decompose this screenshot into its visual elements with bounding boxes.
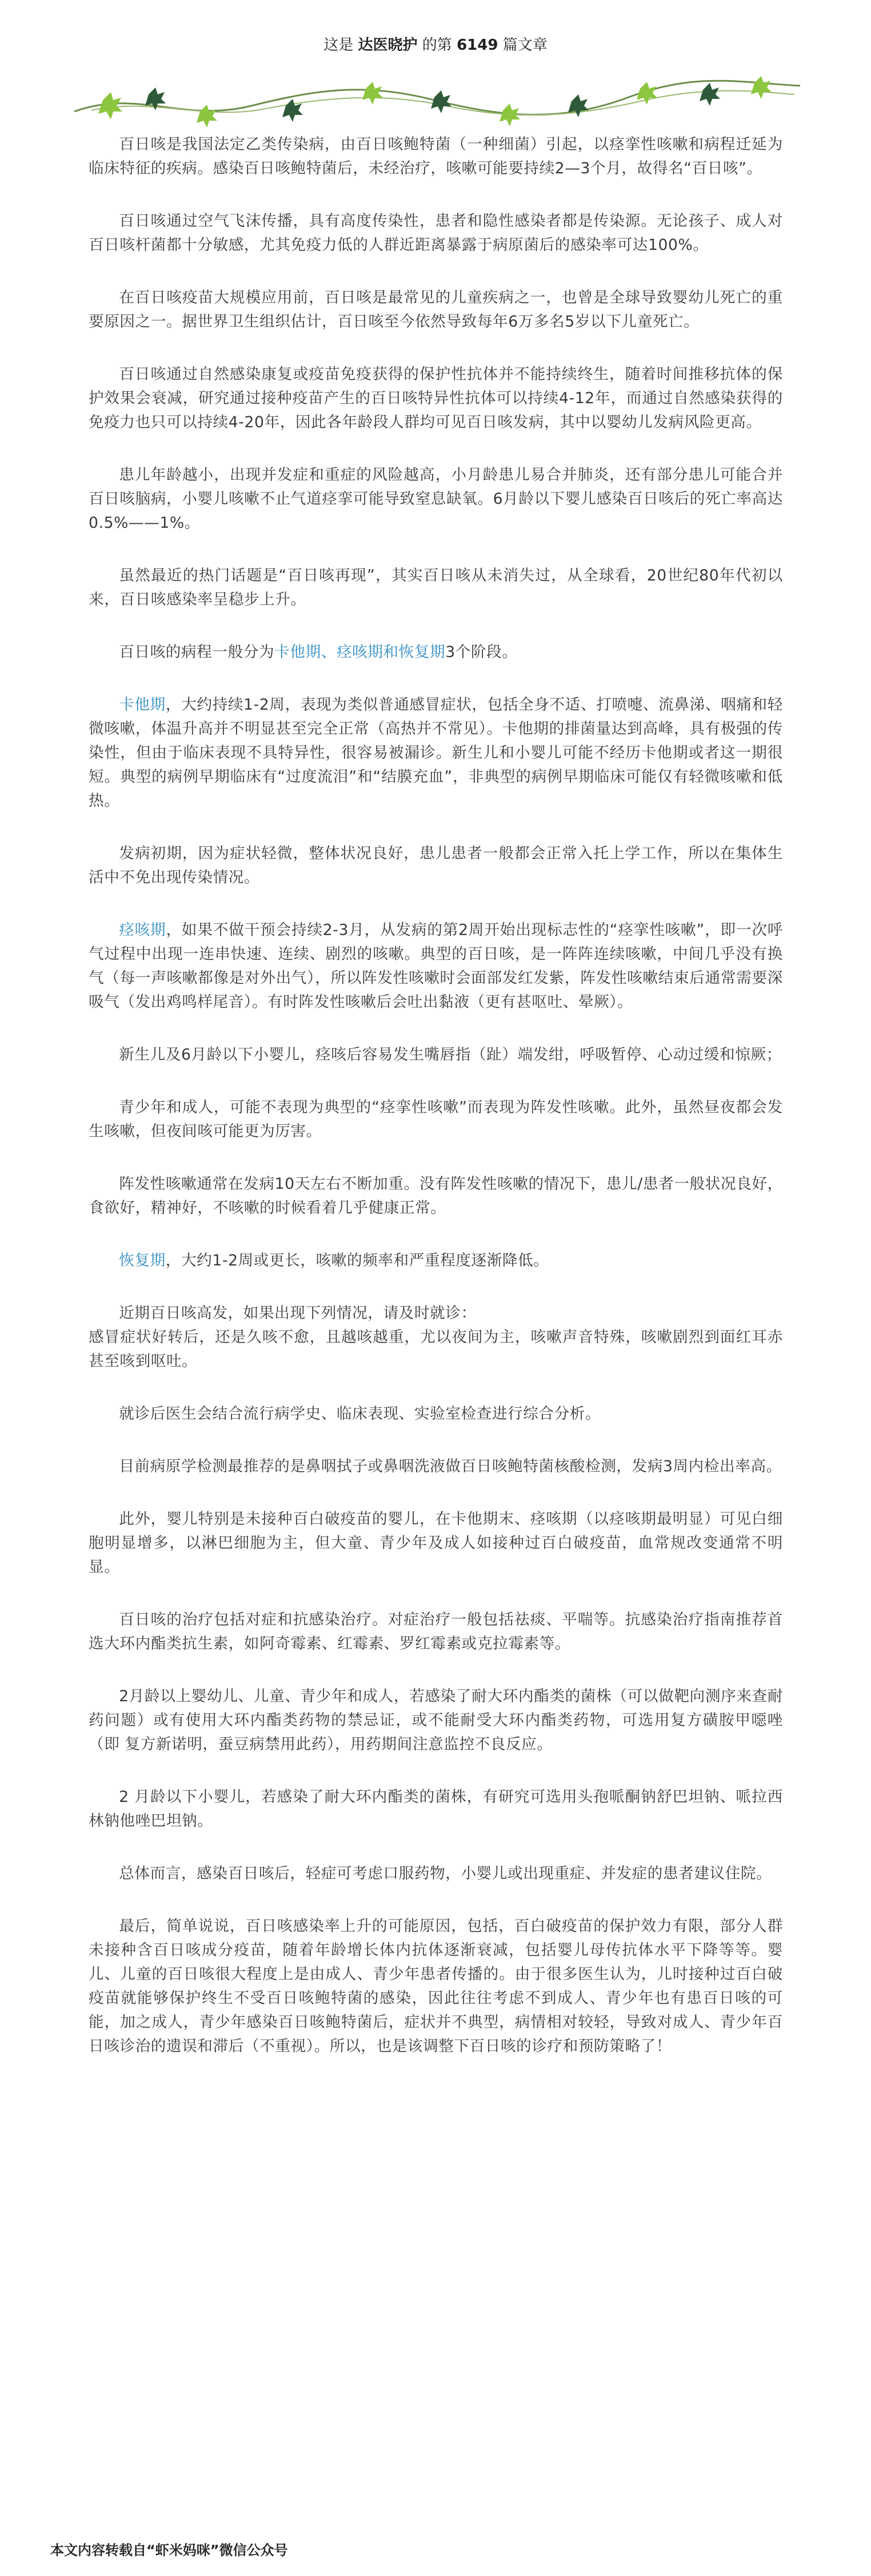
paragraph-15a: 近期百日咳高发，如果出现下列情况，请及时就诊： (119, 1304, 477, 1322)
paragraph-8 (89, 693, 783, 813)
recovery-stage-label: 恢复期 (119, 1252, 166, 1269)
paragraph-21: 2 月龄以下小婴儿，若感染了耐大环内酯类的菌株，有研究可选用头孢哌酮钠舒巴坦钠、哌拉西林钠他唑巴坦钠。 (89, 1788, 783, 1830)
article-count-line (0, 35, 871, 55)
vine-divider-icon (69, 66, 806, 129)
author-name: 达医晓护 (358, 37, 418, 54)
stage-intro: 百日咳的病程一般分为 (119, 643, 275, 661)
paragraph-1: 百日咳是我国法定乙类传染病，由百日咳鲍特菌（一种细菌）引起，以痉挛性咳嗽和病程迁延为临床特征的疾病。感染百日咳鲍特菌后，未经治疗，咳嗽可能要持续2—3个月，故得名“百日咳”。 (89, 136, 783, 177)
paragraph-9: 发病初期，因为症状轻微，整体状况良好，患儿患者一般都会正常入托上学工作，所以在集体生活中不免出现传染情况。 (89, 845, 783, 886)
header-suffix: 篇文章 (498, 37, 548, 54)
paragraph-23: 最后，简单说说，百日咳感染率上升的可能原因，包括，百白破疫苗的保护效力有限，部分人群未接种含百日咳成分疫苗，随着年龄增长体内抗体逐渐衰减，包括婴儿母传抗体水平下降等等。婴儿、儿童的百日咳很大程度上是由成人、青少年患者传播的。由于很多医生认为，儿时接种过百白破疫苗就能够保护终生不受百日咳鲍特菌的感染，因此往往考虑不到成人、青少年也有患百日咳的可能，加之成人，青少年感染百日咳鲍特菌后，症状并不典型，病情相对较轻，导致对成人、青少年百日咳诊治的遗误和滞后（不重视）。所以，也是该调整下百日咳的诊疗和预防策略了！ (89, 1917, 783, 2055)
header-middle: 的第 (417, 37, 457, 54)
article-header (0, 0, 871, 54)
paragraph-2: 百日咳通过空气飞沫传播，具有高度传染性，患者和隐性感染者都是传染源。无论孩子、成人对百日咳杆菌都十分敏感，尤其免疫力低的人群近距离暴露于病原菌后的感染率可达100%。 (89, 212, 783, 254)
paragraph-11: 新生儿及6月龄以下小婴儿，痉咳后容易发生嘴唇指（趾）端发绀，呼吸暂停、心动过缓和惊厥； (119, 1046, 782, 1064)
paragraph-10 (89, 918, 783, 1014)
paragraph-19: 百日咳的治疗包括对症和抗感染治疗。对症治疗一般包括祛痰、平喘等。抗感染治疗指南推荐首选大环内酯类抗生素，如阿奇霉素、红霉素、罗红霉素或克拉霉素等。 (89, 1611, 783, 1653)
header-prefix: 这是 (323, 37, 358, 54)
paragraph-6: 虽然最近的热门话题是“百日咳再现”，其实百日咳从未消失过，从全球看，20世纪80年代初以来，百日咳感染率呈稳步上升。 (89, 567, 783, 608)
source-credit: 本文内容转载自“虾米妈咪”微信公众号 (50, 2542, 288, 2558)
paragraph-7 (89, 640, 783, 664)
catarrhal-stage-label: 卡他期 (119, 696, 166, 714)
paragraph-13: 阵发性咳嗽通常在发病10天左右不断加重。没有阵发性咳嗽的情况下，患儿/患者一般状况良好，食欲好，精神好，不咳嗽的时候看着几乎健康正常。 (89, 1175, 783, 1217)
paragraph-18: 此外，婴儿特别是未接种百白破疫苗的婴儿，在卡他期末、痉咳期（以痉咳期最明显）可见白细胞明显增多，以淋巴细胞为主，但大童、青少年及成人如接种过百白破疫苗，血常规改变通常不明显。 (89, 1510, 783, 1576)
paragraph-12: 青少年和成人，可能不表现为典型的“痉挛性咳嗽”而表现为阵发性咳嗽。此外，虽然昼夜都会发生咳嗽，但夜间咳可能更为厉害。 (89, 1098, 783, 1140)
paroxysmal-stage-label: 痉咳期 (119, 921, 166, 939)
stage-names-highlight: 卡他期、痉咳期和恢复期 (274, 643, 446, 661)
paragraph-14 (89, 1249, 783, 1273)
paragraph-5: 患儿年龄越小，出现并发症和重症的风险越高，小月龄患儿易合并肺炎，还有部分患儿可能合并百日咳脑病，小婴儿咳嗽不止气道痉挛可能导致窒息缺氧。6月龄以下婴儿感染百日咳后的死亡率高达0.5%——1%。 (89, 466, 783, 532)
paragraph-3: 在百日咳疫苗大规模应用前，百日咳是最常见的儿童疾病之一，也曾是全球导致婴幼儿死亡的重要原因之一。据世界卫生组织估计，百日咳至今依然导致每年6万多名5岁以下儿童死亡。 (89, 289, 783, 331)
paragraph-4: 百日咳通过自然感染康复或疫苗免疫获得的保护性抗体并不能持续终生，随着时间推移抗体的保护效果会衰减，研究通过接种疫苗产生的百日咳特异性抗体可以持续4-12年，而通过自然感染获得的免疫力也只可以持续4-20年，因此各年龄段人群均可见百日咳发病，其中以婴幼儿发病风险更高。 (89, 365, 783, 431)
article-number: 6149 (457, 37, 498, 54)
paragraph-20: 2月龄以上婴幼儿、儿童、青少年和成人，若感染了耐大环内酯类的菌株（可以做靶向测序来查耐药问题）或有使用大环内酯类药物的禁忌证，或不能耐受大环内酯类药物，可选用复方磺胺甲噁唑（即 复方新诺明，蚕豆病禁用此药），用药期间注意监控不良反应。 (89, 1687, 783, 1753)
paroxysmal-stage-text: ，如果不做干预会持续2-3月，从发病的第2周开始出现标志性的“痉挛性咳嗽”，即一次呼气过程中出现一连串快速、连续、剧烈的咳嗽。典型的百日咳，是一阵阵连续咳嗽，中间几乎没有换气（每一声咳嗽都像是对外出气），所以阵发性咳嗽时会面部发红发紫，阵发性咳嗽结束后通常需要深吸气（发出鸡鸣样尾音）。有时阵发性咳嗽后会吐出黏液（更有甚呕吐、晕厥）。 (89, 921, 783, 1011)
recovery-stage-text: ，大约1-2周或更长，咳嗽的频率和严重程度逐渐降低。 (165, 1252, 549, 1269)
article-body (89, 133, 783, 2087)
paragraph-15b: 感冒症状好转后，还是久咳不愈，且越咳越重，尤以夜间为主，咳嗽声音特殊，咳嗽剧烈到面红耳赤甚至咳到呕吐。 (89, 1328, 783, 1370)
stage-count: 3个阶段。 (445, 643, 518, 661)
paragraph-17: 目前病原学检测最推荐的是鼻咽拭子或鼻咽洗液做百日咳鲍特菌核酸检测，发病3周内检出率高。 (119, 1458, 782, 1475)
catarrhal-stage-text: ，大约持续1-2周，表现为类似普通感冒症状，包括全身不适、打喷嚏、流鼻涕、咽痛和轻微咳嗽，体温升高并不明显甚至完全正常（高热并不常见）。卡他期的排菌量达到高峰，具有极强的传染性，但由于临床表现不具特异性，很容易被漏诊。新生儿和小婴儿可能不经历卡他期或者这一期很短。典型的病例早期临床有“过度流泪”和“结膜充血”，非典型的病例早期临床可能仅有轻微咳嗽和低热。 (89, 696, 783, 810)
paragraph-16: 就诊后医生会结合流行病学史、临床表现、实验室检查进行综合分析。 (119, 1405, 601, 1423)
paragraph-22: 总体而言，感染百日咳后，轻症可考虑口服药物，小婴儿或出现重症、并发症的患者建议住院。 (119, 1865, 772, 1882)
